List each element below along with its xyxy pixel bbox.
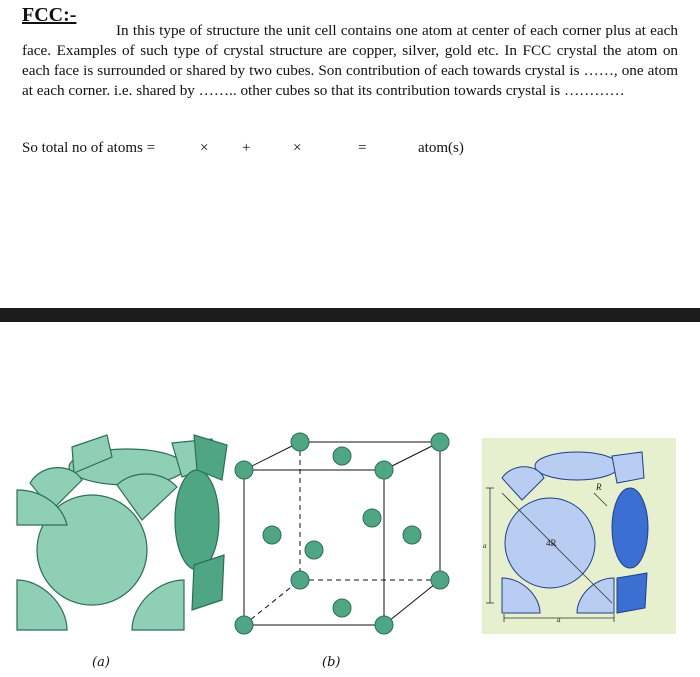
label-a-vertical: a [483, 542, 487, 550]
corner-atom-top-left [502, 467, 544, 500]
corner-atom [291, 433, 309, 451]
fcc-lattice-figure [232, 430, 457, 640]
paragraph-line-5: other cubes so that its contribution towards crystal is ………… [240, 82, 625, 99]
formula-times-1: × [200, 140, 209, 156]
label-a-horizontal: a [557, 616, 561, 624]
edge-bottom-right [384, 580, 440, 625]
corner-atom [375, 616, 393, 634]
caption-b: (b) [322, 655, 341, 670]
corner-atom [235, 616, 253, 634]
face-center-atom-top [333, 447, 351, 465]
corner-atom [291, 571, 309, 589]
paragraph-line-4: contribution of each towards crystal is ……, one atom at each corner. i.e. shared by …….. [22, 62, 679, 99]
label-4r: 4R [546, 538, 557, 548]
formula-plus: + [242, 140, 251, 156]
corner-atom [431, 433, 449, 451]
radius-line [594, 493, 607, 506]
caption-a: (a) [92, 655, 110, 670]
right-face-atom [612, 488, 648, 568]
face-center-atom-left [263, 526, 281, 544]
label-r: R [596, 482, 602, 492]
paragraph-line-3: etc. In FCC crystal the atom on each face is surrounded or shared by two cubes. Son [22, 42, 679, 79]
face-center-atom-front [305, 541, 323, 559]
paragraph-line-2: corner plus at each face. Examples of such type of crystal structure are copper, silver, gold [22, 22, 679, 59]
section-heading: FCC:- [22, 4, 77, 26]
fcc-dimension-panel [482, 438, 676, 634]
face-center-atom-right [403, 526, 421, 544]
right-face-atom [175, 470, 219, 570]
paragraph-line-1: In this type of structure the unit cell contains one atom at center of each [116, 22, 558, 39]
description-paragraph [22, 21, 678, 101]
face-center-atom-back [363, 509, 381, 527]
face-center-atom-bottom [333, 599, 351, 617]
fcc-space-filling-figure [12, 425, 232, 640]
corner-atom [431, 571, 449, 589]
fcc-dimension-figure [482, 438, 676, 634]
corner-atom-top-right [612, 452, 644, 483]
formula-label: So total no of atoms = [22, 140, 156, 156]
corner-atom-bottom-front-right [132, 580, 184, 630]
corner-atom-back-bottom [617, 573, 647, 613]
section-divider [0, 308, 700, 322]
edge-bottom-left [244, 580, 300, 625]
corner-atom-bottom-right [577, 578, 614, 613]
top-face-atom [535, 452, 619, 480]
corner-atom [375, 461, 393, 479]
formula-equals: = [358, 140, 367, 156]
formula-times-2: × [293, 140, 302, 156]
corner-atom [235, 461, 253, 479]
formula-unit: atom(s) [418, 140, 464, 156]
